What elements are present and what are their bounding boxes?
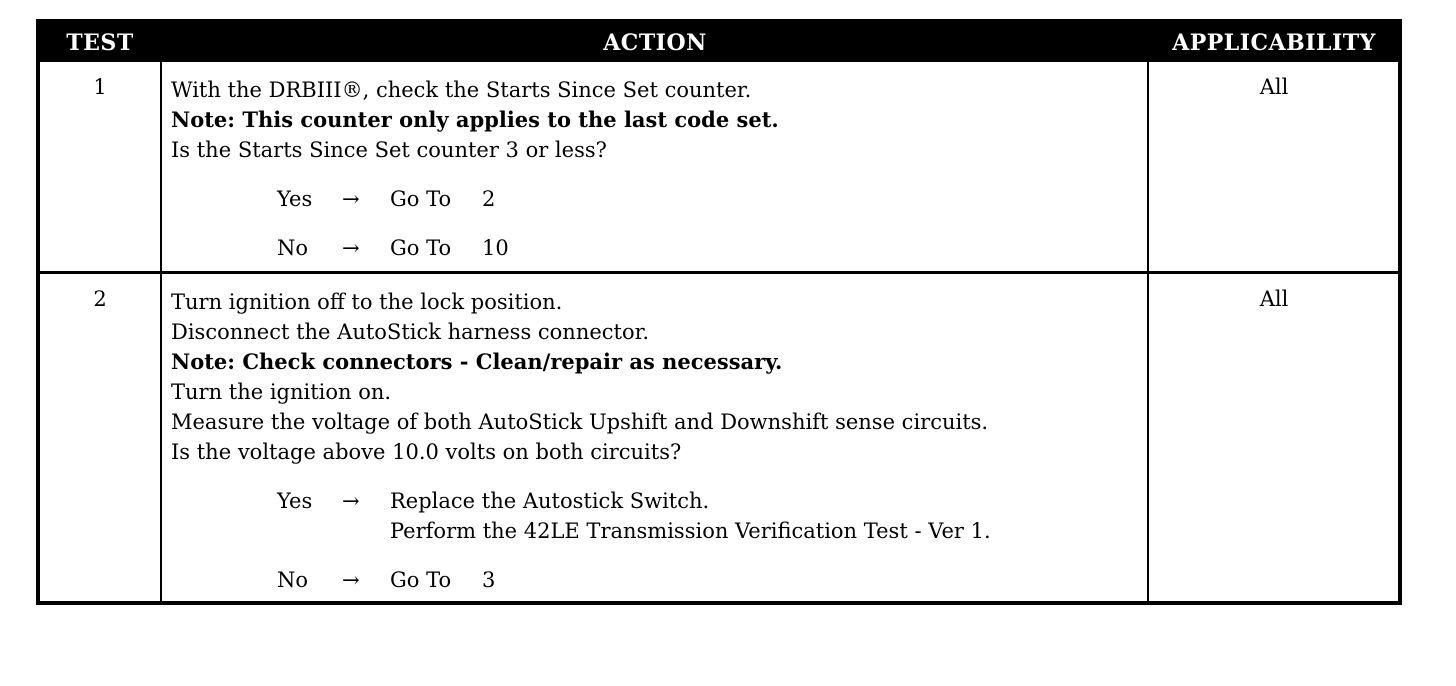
- header-test: TEST: [66, 30, 134, 56]
- arrow-icon: →: [342, 568, 360, 592]
- action-note: Note: Check connectors - Clean/repair as necessary.: [171, 349, 783, 374]
- action-question: Is the voltage above 10.0 volts on both circuits?: [171, 440, 682, 464]
- action-question: Is the Starts Since Set counter 3 or less?: [171, 138, 607, 162]
- table-header-row: [40, 23, 1398, 62]
- answer-yes-target: 2: [482, 187, 496, 211]
- answer-no-target: 10: [482, 236, 509, 260]
- test-number: 2: [93, 287, 107, 311]
- answer-yes-label: Yes: [277, 187, 313, 211]
- action-line: Turn the ignition on.: [171, 380, 392, 404]
- header-action: ACTION: [603, 30, 707, 56]
- arrow-icon: →: [342, 489, 360, 513]
- action-line: With the DRBIII®, check the Starts Since Set counter.: [171, 78, 752, 102]
- table-row: [40, 274, 1398, 605]
- answer-no: [171, 233, 1131, 263]
- answer-no-target: 3: [482, 568, 496, 592]
- answer-yes: [171, 486, 1131, 516]
- header-applicability: APPLICABILITY: [1172, 30, 1376, 56]
- answer-yes-action: Go To: [390, 187, 452, 211]
- test-number: 1: [93, 75, 107, 99]
- arrow-icon: →: [342, 236, 360, 260]
- answer-no: [171, 565, 1131, 595]
- answer-yes-action: Replace the Autostick Switch.: [390, 489, 710, 513]
- answer-no-action: Go To: [390, 236, 452, 260]
- answer-yes-label: Yes: [277, 489, 313, 513]
- answer-no-action: Go To: [390, 568, 452, 592]
- applicability-value: All: [1259, 287, 1289, 311]
- diagnostic-test-table: [36, 19, 1402, 605]
- action-note: Note: This counter only applies to the last code set.: [171, 107, 779, 132]
- applicability-value: All: [1259, 75, 1289, 99]
- table-row: [40, 62, 1398, 271]
- action-cell: [171, 287, 1131, 595]
- answer-yes: [171, 184, 1131, 214]
- action-line: Turn ignition off to the lock position.: [171, 290, 563, 314]
- answer-yes-action-2: Perform the 42LE Transmission Verification Test - Ver 1.: [390, 519, 991, 543]
- action-line: Disconnect the AutoStick harness connector.: [171, 320, 650, 344]
- action-line: Measure the voltage of both AutoStick Upshift and Downshift sense circuits.: [171, 410, 989, 434]
- arrow-icon: →: [342, 187, 360, 211]
- action-cell: [171, 75, 1131, 263]
- answer-no-label: No: [277, 236, 309, 260]
- answer-no-label: No: [277, 568, 309, 592]
- answer-yes-continuation: [171, 516, 1131, 546]
